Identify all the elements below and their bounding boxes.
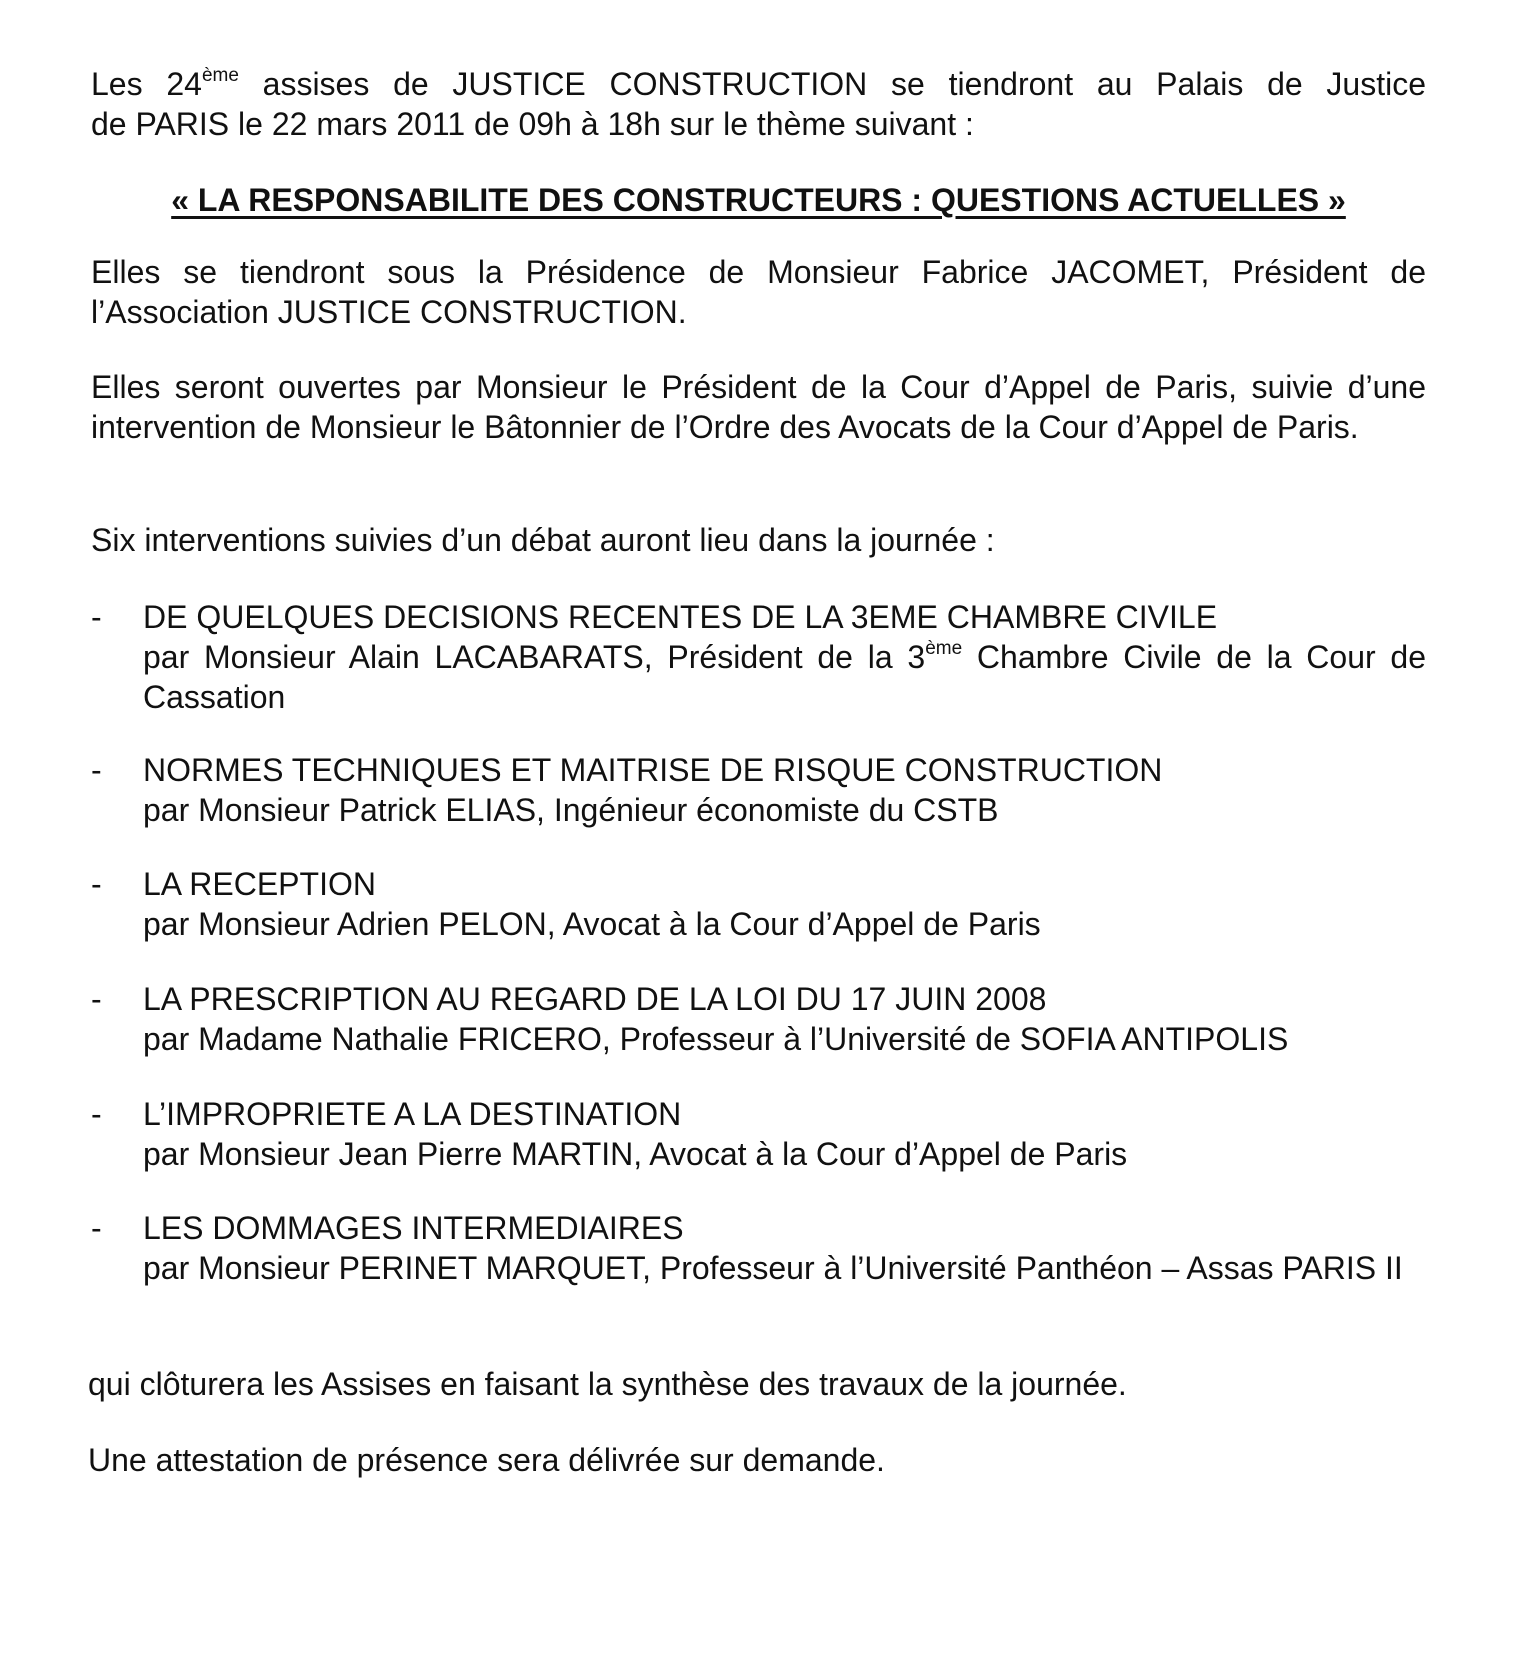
presidence-paragraph: Elles se tiendront sous la Présidence de Monsieur Fabrice JACOMET, Président de l’Association JUSTICE CONSTRUCTION.: [91, 254, 1426, 330]
intervention-body: [143, 597, 1426, 717]
intervention-topic: L’IMPROPRIETE A LA DESTINATION: [143, 1096, 682, 1132]
intro-line-2: de PARIS le 22 mars 2011 de 09h à 18h sur le thème suivant :: [91, 106, 974, 142]
document-title: « LA RESPONSABILITE DES CONSTRUCTEURS : QUESTIONS ACTUELLES »: [171, 182, 1346, 218]
speaker-prefix: par Monsieur Alain LACABARATS, Président de la 3: [143, 639, 926, 675]
intervention-topic: LA PRESCRIPTION AU REGARD DE LA LOI DU 17 JUIN 2008: [143, 981, 1047, 1017]
intro-line-1-suffix: assises de JUSTICE CONSTRUCTION se tiendront au Palais de Justice: [238, 66, 1427, 102]
speaker-suffix: Chambre Civile de la Cour de Cassation: [143, 639, 1427, 715]
intervention-topic: LA RECEPTION: [143, 866, 376, 902]
intervention-speaker: par Monsieur PERINET MARQUET, Professeur à l’Université Panthéon – Assas PARIS II: [143, 1250, 1403, 1286]
intervention-speaker: par Monsieur Patrick ELIAS, Ingénieur économiste du CSTB: [143, 792, 999, 828]
intervention-body: [143, 1094, 1426, 1174]
bullet-dash: -: [91, 981, 102, 1017]
intervention-body: [143, 750, 1426, 830]
ouverture-paragraph: Elles seront ouvertes par Monsieur le Président de la Cour d’Appel de Paris, suivie d’une intervention de Monsieur le Bâtonnier de l’Ordre des Avocats de la Cour d’Appel de Paris.: [91, 369, 1426, 445]
intervention-speaker: par Monsieur Jean Pierre MARTIN, Avocat à la Cour d’Appel de Paris: [143, 1136, 1128, 1172]
intervention-speaker: par Madame Nathalie FRICERO, Professeur à l’Université de SOFIA ANTIPOLIS: [143, 1021, 1289, 1057]
closing-paragraph: qui clôturera les Assises en faisant la synthèse des travaux de la journée.: [88, 1366, 1127, 1402]
bullet-dash: -: [91, 599, 102, 635]
intervention-speaker: [143, 637, 1426, 717]
intervention-topic: DE QUELQUES DECISIONS RECENTES DE LA 3EME CHAMBRE CIVILE: [143, 599, 1218, 635]
intervention-topic: NORMES TECHNIQUES ET MAITRISE DE RISQUE CONSTRUCTION: [143, 752, 1163, 788]
intro-line-1-prefix: Les 24: [91, 66, 202, 102]
intro-ordinal-sup: ème: [201, 65, 239, 87]
intervention-topic: LES DOMMAGES INTERMEDIAIRES: [143, 1210, 684, 1246]
attestation-paragraph: Une attestation de présence sera délivrée sur demande.: [88, 1442, 885, 1478]
intro-line-1: [91, 64, 1426, 104]
intervention-speaker: par Monsieur Adrien PELON, Avocat à la Cour d’Appel de Paris: [143, 906, 1041, 942]
intervention-body: [143, 979, 1426, 1059]
intro-paragraph: [91, 64, 1426, 144]
chambre-ordinal-sup: ème: [925, 638, 963, 660]
bullet-dash: -: [91, 1210, 102, 1246]
intervention-body: [143, 1208, 1426, 1288]
intervention-body: [143, 864, 1426, 944]
interventions-intro: Six interventions suivies d’un débat auront lieu dans la journée :: [91, 522, 995, 558]
bullet-dash: -: [91, 752, 102, 788]
bullet-dash: -: [91, 866, 102, 902]
bullet-dash: -: [91, 1096, 102, 1132]
